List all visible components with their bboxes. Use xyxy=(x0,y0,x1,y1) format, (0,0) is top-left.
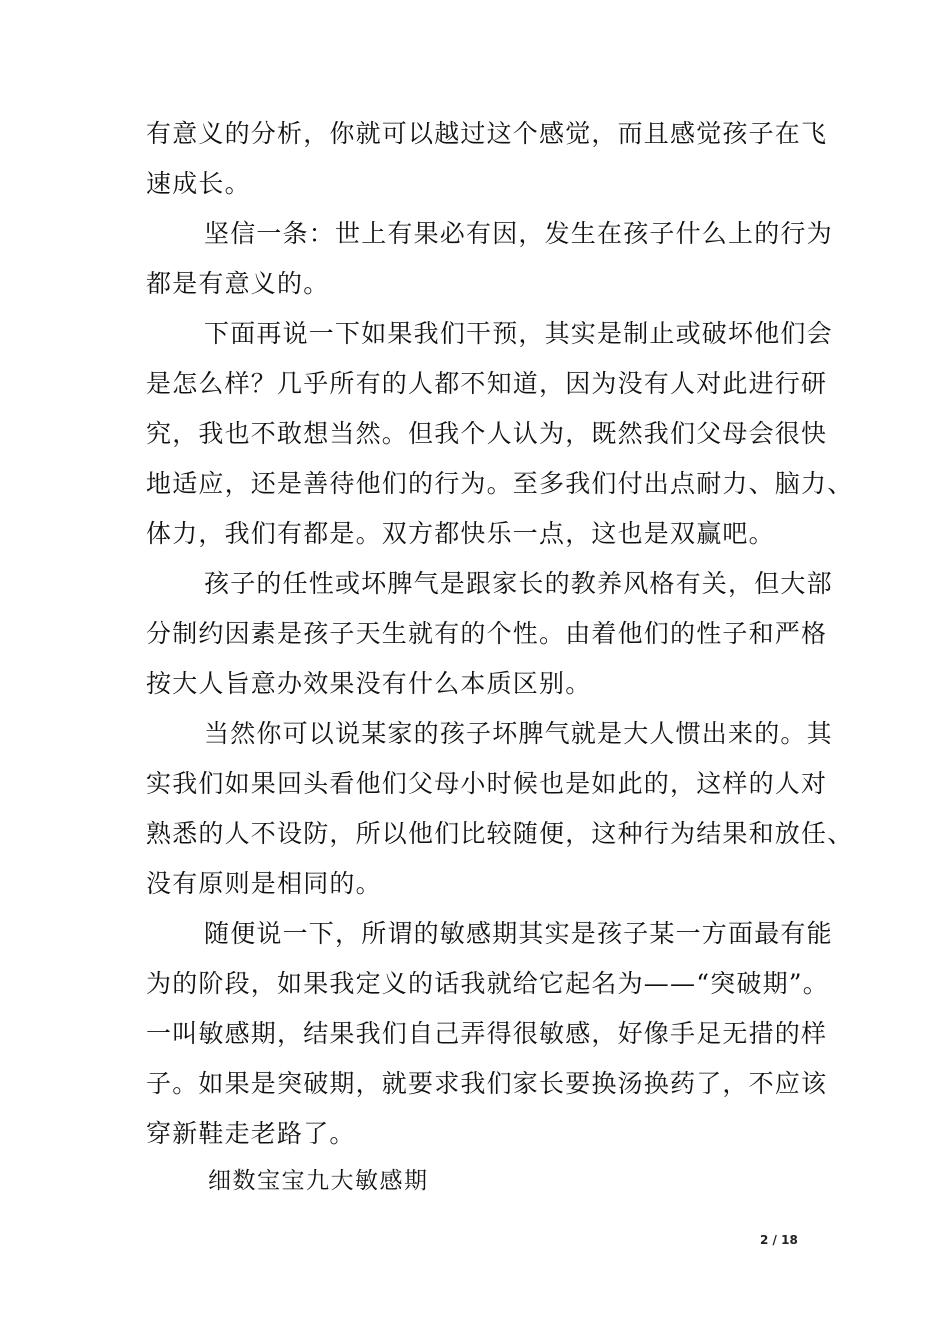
body-text-line: 孩子的任性或坏脾气是跟家长的教养风格有关，但大部 xyxy=(204,569,833,598)
body-text-line: 当然你可以说某家的孩子坏脾气就是大人惯出来的。其 xyxy=(204,719,833,748)
body-text-line: 地适应，还是善待他们的行为。至多我们付出点耐力、脑力、 xyxy=(146,469,854,498)
page-number: 2 / 18 xyxy=(760,1233,798,1247)
body-text-line: 一叫敏感期，结果我们自己弄得很敏感，好像手足无措的样 xyxy=(146,1019,828,1048)
body-text-line: 速成长。 xyxy=(146,169,251,198)
body-text-line: 按大人旨意办效果没有什么本质区别。 xyxy=(146,669,592,698)
body-text-line: 有意义的分析，你就可以越过这个感觉，而且感觉孩子在飞 xyxy=(146,119,828,148)
body-text-line: 分制约因素是孩子天生就有的个性。由着他们的性子和严格 xyxy=(146,619,828,648)
body-text-line: 实我们如果回头看他们父母小时候也是如此的，这样的人对 xyxy=(146,769,828,798)
body-text-line: 随便说一下，所谓的敏感期其实是孩子某一方面最有能 xyxy=(204,919,833,948)
body-text-line: 为的阶段，如果我定义的话我就给它起名为——“突破期”。 xyxy=(146,969,829,998)
body-text-line: 熟悉的人不设防，所以他们比较随便，这种行为结果和放任、 xyxy=(146,819,854,848)
body-text-line: 坚信一条：世上有果必有因，发生在孩子什么上的行为 xyxy=(204,219,833,248)
section-subheading: 细数宝宝九大敏感期 xyxy=(208,1168,429,1194)
body-text-line: 究，我也不敢想当然。但我个人认为，既然我们父母会很快 xyxy=(146,419,828,448)
body-text-line: 都是有意义的。 xyxy=(146,269,330,298)
body-text-line: 子。如果是突破期，就要求我们家长要换汤换药了，不应该 xyxy=(146,1069,828,1098)
body-text-line: 没有原则是相同的。 xyxy=(146,869,382,898)
body-text-line: 体力，我们有都是。双方都快乐一点，这也是双赢吧。 xyxy=(146,519,775,548)
body-text-line: 下面再说一下如果我们干预，其实是制止或破坏他们会 xyxy=(204,319,833,348)
body-text-line: 穿新鞋走老路了。 xyxy=(146,1119,356,1148)
body-text-line: 是怎么样？几乎所有的人都不知道，因为没有人对此进行研 xyxy=(146,369,828,398)
